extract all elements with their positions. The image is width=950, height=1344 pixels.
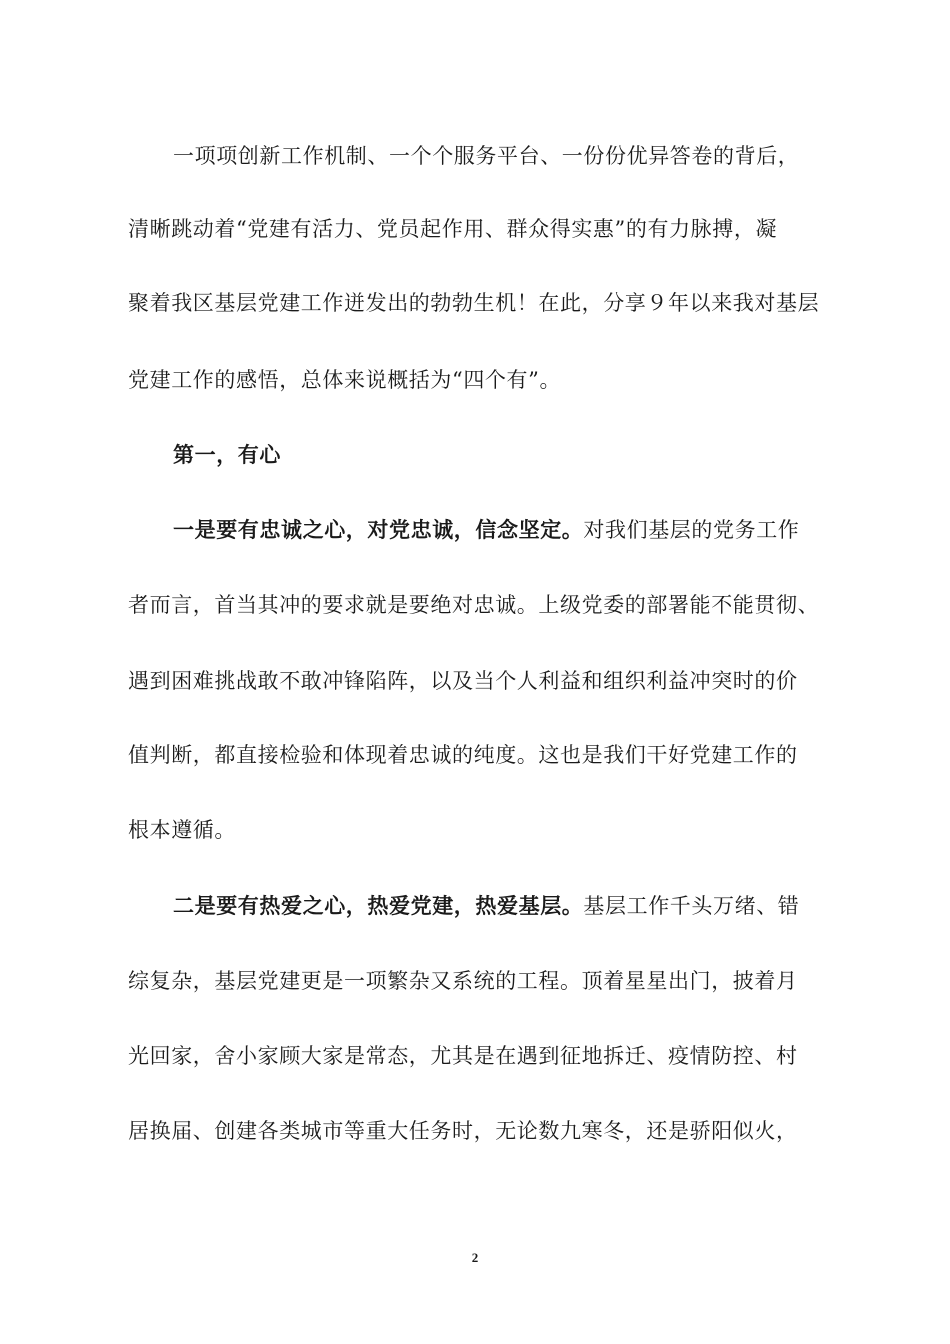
paragraph-2-line-5: 根本遵循。: [128, 818, 236, 842]
paragraph-3-line-2: 综复杂，基层党建更是一项繁杂又系统的工程。顶着星星出门，披着月: [128, 969, 798, 993]
paragraph-3-line-1: [173, 892, 893, 920]
paragraph-2-line-1-rest: 对我们基层的党务工作: [583, 518, 800, 542]
paragraph-3-line-1-rest: 基层工作千头万绪、错: [583, 894, 800, 918]
paragraph-1-line-2: 清晰跳动着“党建有活力、党员起作用、群众得实惠”的有力脉搏，凝: [128, 217, 778, 241]
paragraph-1-line-3: 聚着我区基层党建工作迸发出的勃勃生机！在此，分享９年以来我对基层: [128, 291, 820, 315]
paragraph-1-line-1: 一项项创新工作机制、一个个服务平台、一份份优异答卷的背后，: [173, 144, 800, 168]
page-number: 2: [471, 1250, 479, 1265]
paragraph-2-line-3: 遇到困难挑战敢不敢冲锋陷阵，以及当个人利益和组织利益冲突时的价: [128, 669, 798, 693]
paragraph-3-line-4: 居换届、创建各类城市等重大任务时，无论数九寒冬，还是骄阳似火，: [128, 1119, 798, 1143]
paragraph-3-bold-lead: 二是要有热爱之心，热爱党建，热爱基层。: [173, 893, 584, 918]
paragraph-2-line-2: 者而言，首当其冲的要求就是要绝对忠诚。上级党委的部署能不能贯彻、: [128, 593, 820, 617]
section-heading: 第一，有心: [173, 442, 281, 467]
paragraph-3-line-3: 光回家，舍小家顾大家是常态，尤其是在遇到征地拆迁、疫情防控、村: [128, 1044, 798, 1068]
paragraph-1-line-4: 党建工作的感悟，总体来说概括为“四个有”。: [128, 368, 562, 392]
paragraph-2-line-1: [173, 516, 893, 544]
paragraph-2-bold-lead: 一是要有忠诚之心，对党忠诚，信念坚定。: [173, 517, 584, 542]
paragraph-2-line-4: 值判断，都直接检验和体现着忠诚的纯度。这也是我们干好党建工作的: [128, 743, 798, 767]
